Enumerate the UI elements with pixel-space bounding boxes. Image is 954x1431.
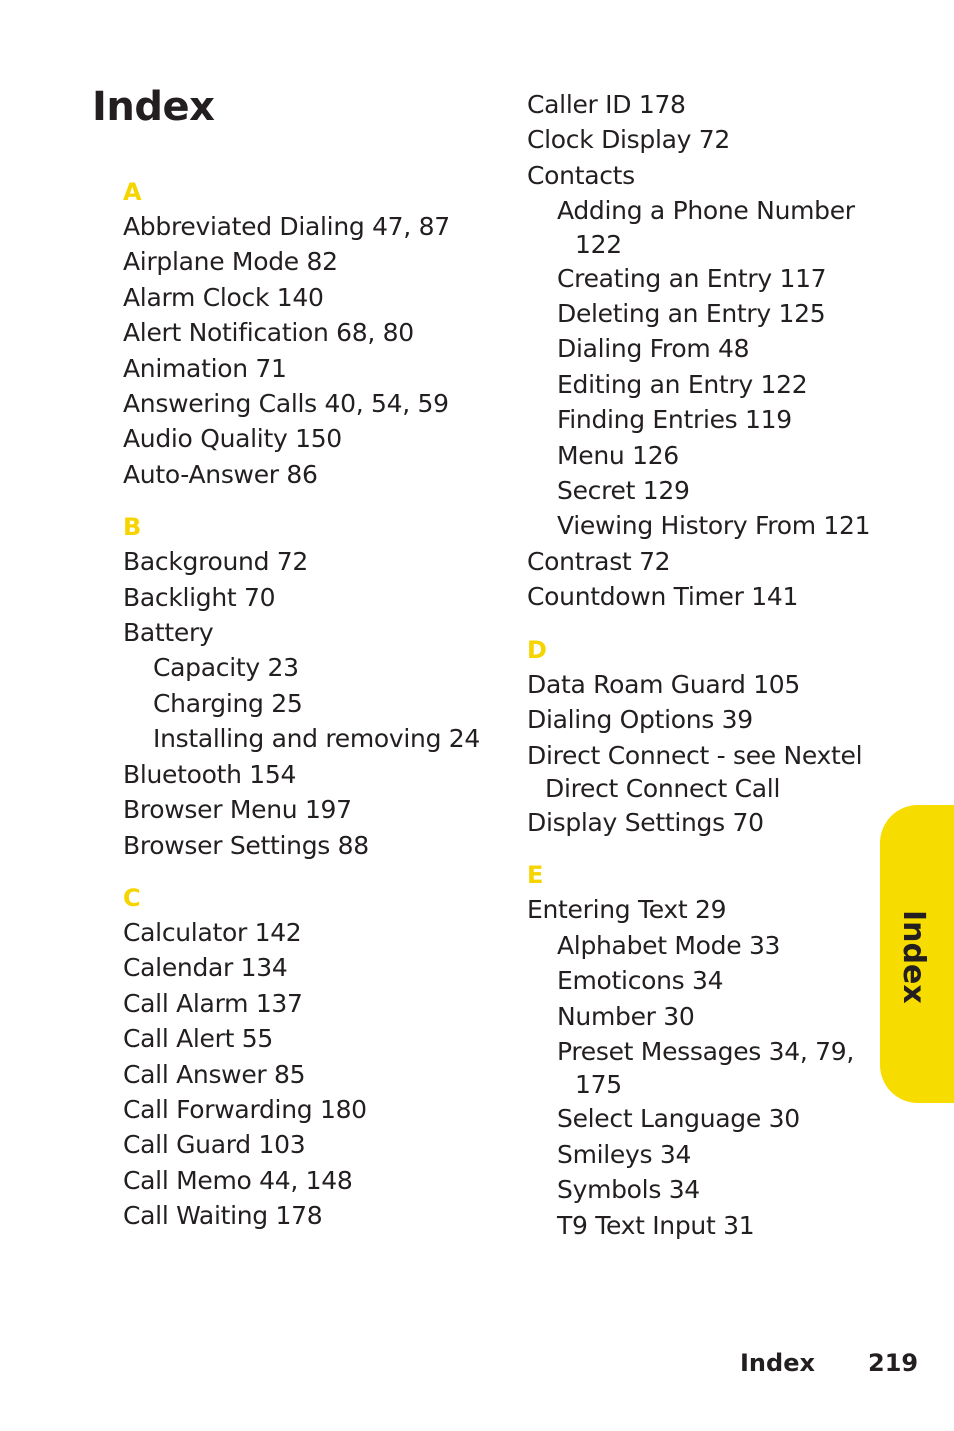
- index-subentry: Select Language 30: [557, 1104, 800, 1134]
- index-subentry: Symbols 34: [557, 1175, 700, 1205]
- entry-continuation: 122: [575, 229, 622, 259]
- index-entry: Contrast 72: [527, 546, 671, 576]
- index-section-b: [123, 511, 480, 863]
- index-subentry: Charging 25: [153, 688, 303, 718]
- index-column-right: [527, 87, 870, 1262]
- index-entry: Animation 71: [123, 353, 287, 383]
- index-subentry: Alphabet Mode 33: [557, 930, 781, 960]
- index-entry: Call Memo 44, 148: [123, 1165, 353, 1195]
- index-entry: Call Answer 85: [123, 1059, 306, 1089]
- index-entry: Battery: [123, 618, 214, 648]
- index-entry: Background 72: [123, 547, 309, 577]
- index-subentry: Number 30: [557, 1001, 695, 1031]
- index-subentry: Finding Entries 119: [557, 405, 792, 435]
- index-section-c-continued: [527, 87, 870, 615]
- index-entry: Countdown Timer 141: [527, 582, 799, 612]
- index-subentry: Viewing History From 121: [557, 511, 871, 541]
- index-entry: [527, 738, 870, 805]
- index-entry: Data Roam Guard 105: [527, 669, 801, 699]
- footer-page-number: 219: [868, 1349, 919, 1377]
- index-entry: Airplane Mode 82: [123, 247, 338, 277]
- index-subentry: Deleting an Entry 125: [557, 299, 826, 329]
- entry-continuation: 175: [575, 1070, 622, 1100]
- entry-text: Preset Messages 34, 79,: [557, 1036, 855, 1066]
- section-letter: C: [123, 883, 141, 912]
- index-subentry: Capacity 23: [153, 653, 299, 683]
- entry-text: Direct Connect - see Nextel: [527, 740, 863, 770]
- index-entry: Abbreviated Dialing 47, 87: [123, 212, 450, 241]
- index-section-a: [123, 176, 480, 492]
- index-entry: Answering Calls 40, 54, 59: [123, 389, 449, 419]
- index-subentry: [527, 1034, 870, 1101]
- index-section-c: [123, 882, 480, 1234]
- index-entry: Browser Settings 88: [123, 830, 369, 860]
- index-entry: Call Waiting 178: [123, 1201, 323, 1231]
- index-entry: Display Settings 70: [527, 807, 764, 837]
- index-entry: Audio Quality 150: [123, 424, 342, 454]
- index-entry: Auto-Answer 86: [123, 459, 318, 489]
- index-subentry: Editing an Entry 122: [557, 369, 808, 399]
- index-subentry: Smileys 34: [557, 1139, 692, 1169]
- index-entry: Calendar 134: [123, 953, 288, 983]
- index-subentry: Creating an Entry 117: [557, 263, 827, 293]
- index-subentry: T9 Text Input 31: [557, 1210, 755, 1240]
- index-subentry: Installing and removing 24: [153, 724, 481, 754]
- index-subentry: Menu 126: [557, 440, 679, 470]
- index-entry: Alarm Clock 140: [123, 282, 324, 312]
- index-entry: Call Alarm 137: [123, 988, 303, 1018]
- index-section-d: [527, 634, 870, 841]
- index-entry: Dialing Options 39: [527, 705, 753, 735]
- index-entry: Bluetooth 154: [123, 759, 297, 789]
- index-entry: Call Forwarding 180: [123, 1094, 367, 1124]
- footer-section-label: Index: [740, 1349, 815, 1377]
- index-entry: Call Alert 55: [123, 1024, 273, 1054]
- index-entry: Contacts: [527, 160, 635, 190]
- index-entry: Alert Notification 68, 80: [123, 318, 414, 348]
- index-section-e: [527, 859, 870, 1243]
- index-entry: Entering Text 29: [527, 895, 727, 925]
- index-subentry: Secret 129: [557, 476, 690, 506]
- index-entry: Clock Display 72: [527, 125, 730, 155]
- page-title: Index: [92, 84, 215, 130]
- index-entry: Caller ID 178: [527, 90, 686, 119]
- index-entry: Call Guard 103: [123, 1130, 306, 1160]
- section-letter: B: [123, 513, 142, 542]
- section-letter: D: [527, 635, 547, 664]
- index-subentry: Emoticons 34: [557, 966, 724, 996]
- section-letter: E: [527, 861, 544, 890]
- side-tab-label: Index: [896, 910, 931, 1004]
- index-entry: Calculator 142: [123, 917, 302, 947]
- section-letter: A: [123, 178, 142, 206]
- index-entry: Browser Menu 197: [123, 795, 352, 825]
- index-subentry: [527, 193, 870, 260]
- entry-text: Adding a Phone Number: [557, 196, 855, 226]
- index-entry: Backlight 70: [123, 582, 276, 612]
- entry-continuation: Direct Connect Call: [545, 773, 781, 803]
- index-subentry: Dialing From 48: [557, 334, 750, 364]
- index-column-left: [123, 176, 480, 1253]
